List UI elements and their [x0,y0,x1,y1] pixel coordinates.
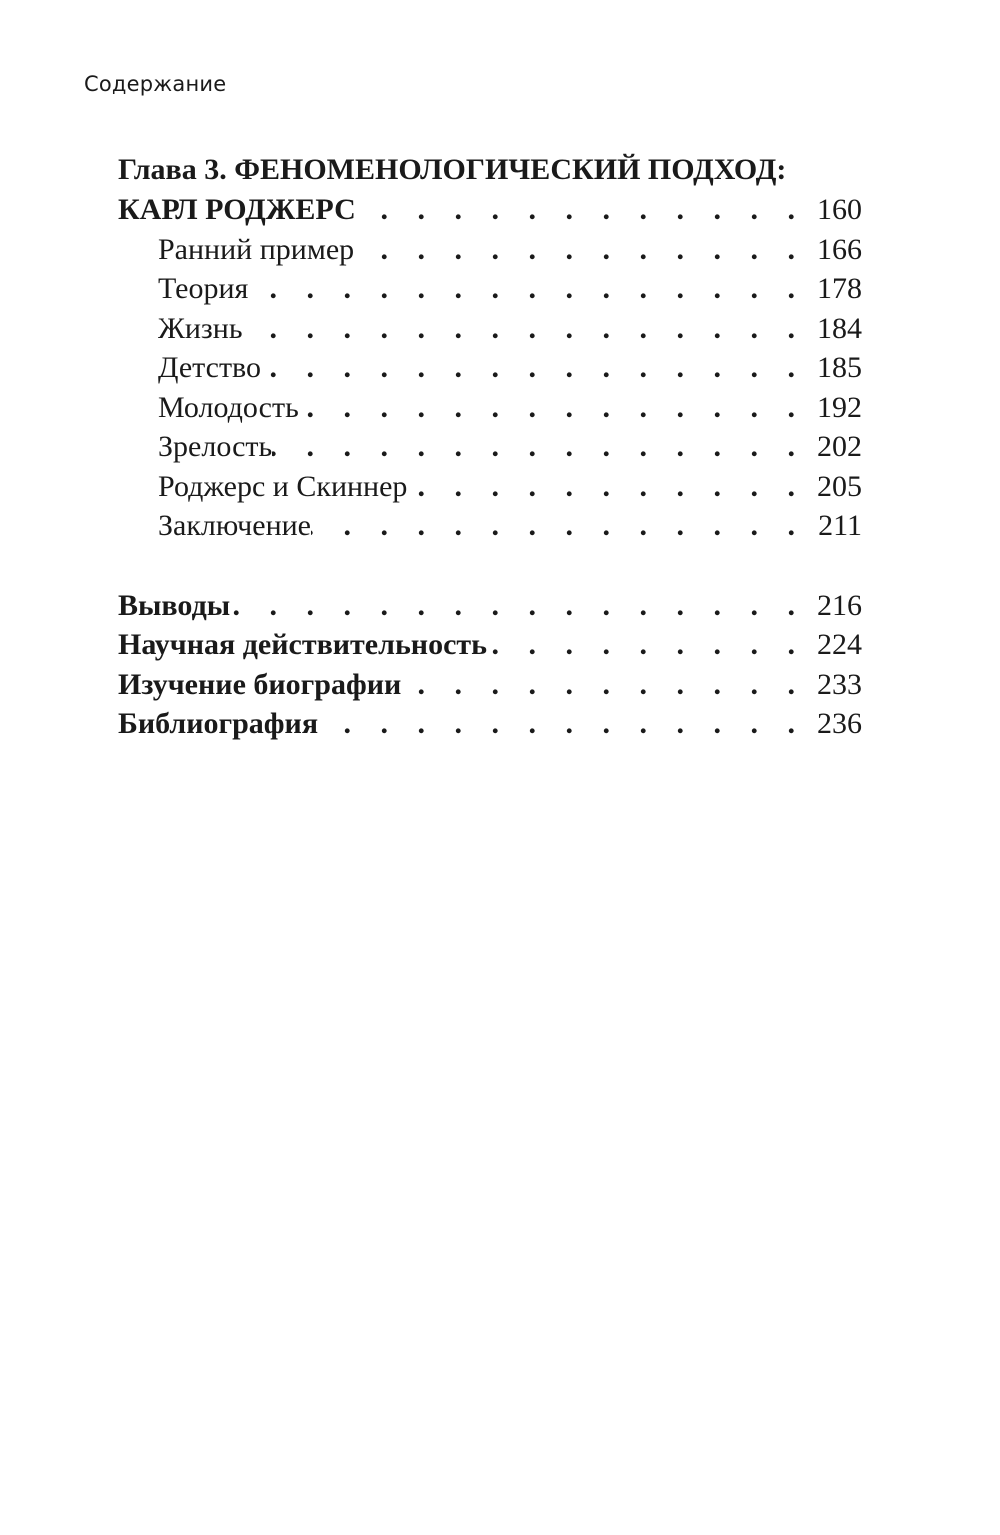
toc-entry[interactable] [118,388,862,428]
dot-leader [401,665,806,705]
toc-entry-page: 166 [817,232,862,266]
toc-entry-chapter[interactable] [118,190,862,230]
toc-entry-page: 205 [817,469,862,503]
toc-entry-label: Жизнь [158,311,243,345]
toc-entry-label: Роджерс и Скиннер [158,469,408,503]
toc-entry-label: Научная действительность [118,628,488,661]
toc-entry-page: 185 [817,351,862,384]
dot-leader [354,230,806,270]
dot-leader [311,506,806,546]
toc-entry-page: 178 [817,272,862,305]
toc-entry[interactable] [118,230,862,270]
dot-leader [261,348,806,388]
dot-leader [272,427,806,467]
table-of-contents [118,150,862,744]
dot-leader [243,309,806,349]
toc-entry[interactable] [118,309,862,349]
toc-entry[interactable] [118,348,862,388]
section-spacer [118,546,862,586]
toc-entry-back-matter[interactable] [118,625,862,665]
toc-entry-page: 202 [817,430,862,463]
toc-entry-label: Выводы [118,588,231,622]
dot-leader [318,704,806,744]
running-head: Содержание [84,72,227,96]
toc-entry-page: 211 [818,509,862,542]
dot-leader [356,190,806,230]
toc-entry-page: 192 [817,390,862,424]
toc-entry[interactable] [118,467,862,507]
toc-entry-page: 224 [817,628,862,661]
toc-entry-page: 236 [817,707,862,740]
toc-entry-back-matter[interactable] [118,704,862,744]
toc-entry-label: Детство [158,351,262,384]
toc-entry-page: 184 [817,311,862,345]
dot-leader [230,586,806,626]
dot-leader [299,388,806,428]
toc-entry-back-matter[interactable] [118,665,862,705]
toc-entry-back-matter[interactable] [118,586,862,626]
toc-entry-page: 160 [817,193,862,226]
toc-entry-label: Ранний пример [158,232,355,266]
toc-entry-label: Изучение биографии [118,667,402,701]
dot-leader [407,467,806,507]
toc-entry-page: 216 [817,588,862,622]
toc-entry-label: Заключение [158,509,311,542]
dot-leader [487,625,806,665]
toc-entry-label: КАРЛ РОДЖЕРС [118,193,356,226]
toc-entry[interactable] [118,269,862,309]
toc-entry-label: Зрелость [158,430,273,463]
toc-entry-page: 233 [817,667,862,701]
toc-entry-label: Молодость [158,390,299,424]
toc-entry-label: Теория [158,272,249,305]
chapter-title-line1: Глава 3. ФЕНОМЕНОЛОГИЧЕСКИЙ ПОДХОД: [118,153,787,186]
toc-entry[interactable] [118,506,862,546]
toc-entry[interactable] [118,427,862,467]
toc-entry-label: Библиография [118,707,319,740]
dot-leader [248,269,806,309]
